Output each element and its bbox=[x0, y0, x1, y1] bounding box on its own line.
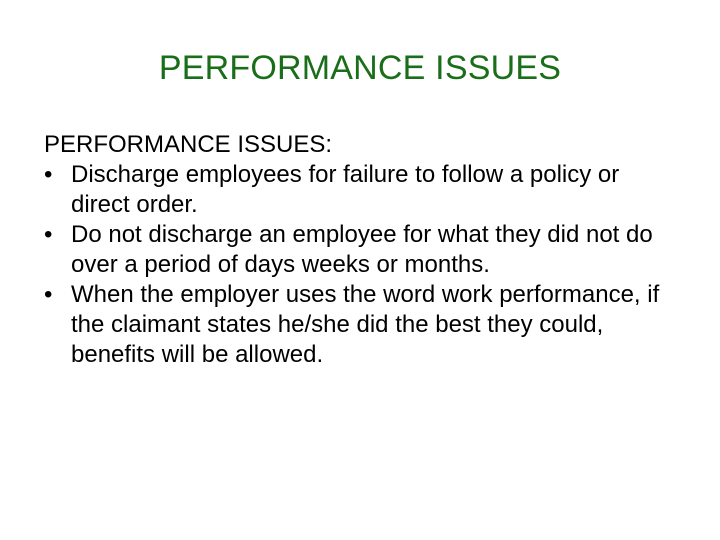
bullet-item bbox=[44, 220, 684, 280]
bullet-icon: • bbox=[44, 281, 53, 308]
slide-body bbox=[44, 130, 684, 370]
bullet-icon: • bbox=[44, 221, 53, 248]
bullet-list bbox=[44, 160, 684, 370]
bullet-text: Do not discharge an employee for what they did not do over a period of days weeks or months. bbox=[71, 221, 653, 278]
bullet-text: When the employer uses the word work performance, if the claimant states he/she did the best they could, benefits will be allowed. bbox=[71, 281, 660, 368]
slide-title: PERFORMANCE ISSUES bbox=[158, 49, 562, 87]
bullet-item bbox=[44, 280, 684, 370]
intro-line: PERFORMANCE ISSUES: bbox=[44, 131, 333, 158]
bullet-icon: • bbox=[44, 161, 53, 188]
bullet-text: Discharge employees for failure to follow a policy or direct order. bbox=[71, 161, 620, 218]
bullet-item bbox=[44, 160, 684, 220]
